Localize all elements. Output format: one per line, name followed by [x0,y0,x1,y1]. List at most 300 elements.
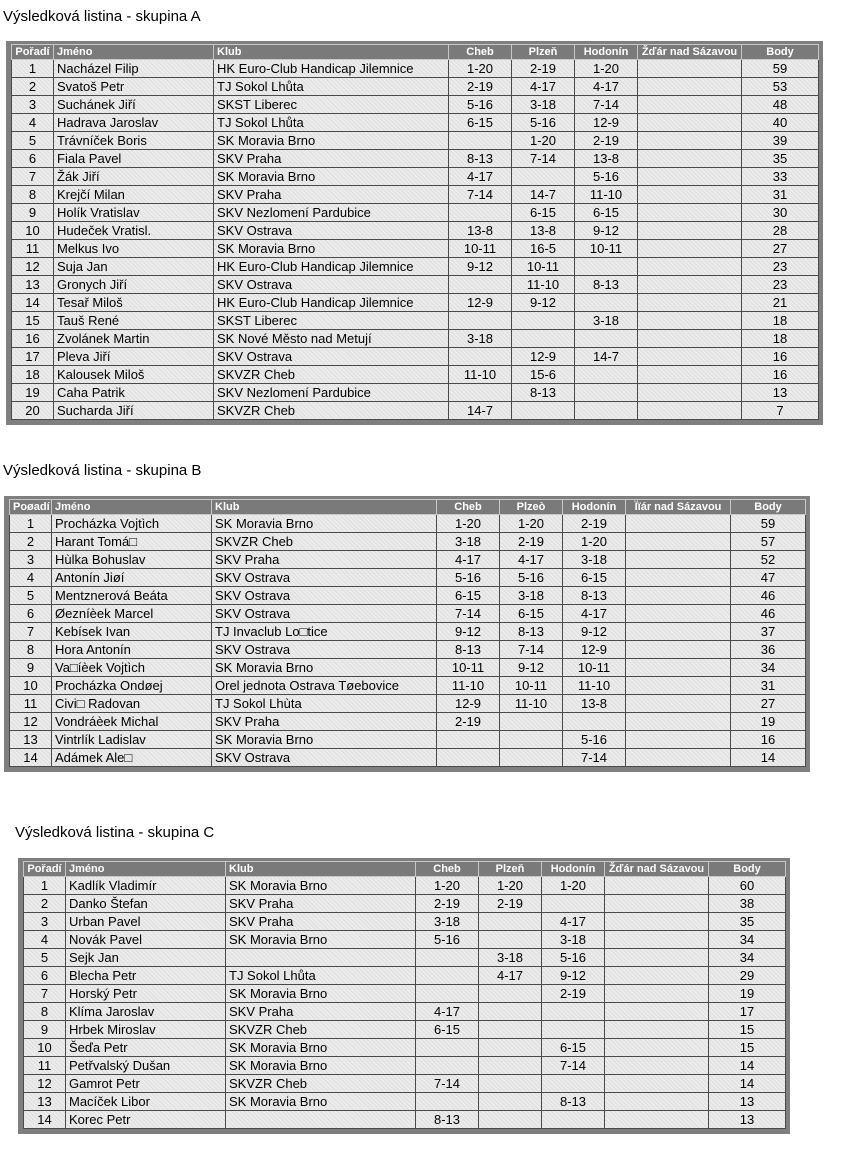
cell-plzen: 16-5 [512,240,575,258]
cell-name: Nacházel Filip [54,60,214,78]
cell-cheb: 7-14 [449,186,512,204]
cell-rank: 5 [10,587,52,605]
table-row [10,569,806,587]
cell-hodonin [575,384,638,402]
cell-rank: 4 [10,569,52,587]
cell-rank: 12 [24,1075,66,1093]
table-row [12,114,819,132]
cell-cheb [437,731,500,749]
cell-hodonin: 7-14 [575,96,638,114]
cell-points: 23 [742,276,819,294]
cell-rank: 9 [24,1021,66,1039]
cell-cheb [449,348,512,366]
cell-hodonin: 10-11 [563,659,626,677]
table-row [24,1111,786,1129]
cell-points: 34 [709,949,786,967]
cell-points: 34 [709,931,786,949]
cell-club: SK Moravia Brno [226,1093,416,1111]
cell-rank: 6 [24,967,66,985]
cell-club: SK Moravia Brno [226,1057,416,1075]
cell-cheb: 6-15 [449,114,512,132]
cell-plzen: 8-13 [500,623,563,641]
cell-zdar [626,731,731,749]
table-row [12,60,819,78]
cell-club: SKVZR Cheb [226,1075,416,1093]
cell-rank: 2 [24,895,66,913]
cell-club: SKV Praha [226,895,416,913]
cell-name: Trávníček Boris [54,132,214,150]
table-header-row [12,45,819,60]
cell-plzen [479,1021,542,1039]
cell-points: 35 [742,150,819,168]
cell-hodonin [575,294,638,312]
cell-plzen: 6-15 [512,204,575,222]
table-row [24,1021,786,1039]
cell-points: 15 [709,1039,786,1057]
cell-name: Gronych Jiří [54,276,214,294]
cell-club: SKV Ostrava [212,749,437,767]
table-row [10,623,806,641]
cell-name: Šeďa Petr [66,1039,226,1057]
cell-hodonin: 9-12 [575,222,638,240]
cell-cheb [449,312,512,330]
table-row [12,204,819,222]
cell-points: 57 [731,533,806,551]
table-row [24,985,786,1003]
cell-name: Pleva Jiří [54,348,214,366]
cell-name: Klíma Jaroslav [66,1003,226,1021]
cell-plzen: 5-16 [512,114,575,132]
cell-plzen: 12-9 [512,348,575,366]
cell-cheb: 12-9 [437,695,500,713]
cell-plzen [479,913,542,931]
cell-rank: 7 [12,168,54,186]
cell-hodonin [542,895,605,913]
cell-zdar [638,168,742,186]
cell-name: Urban Pavel [66,913,226,931]
cell-points: 38 [709,895,786,913]
cell-hodonin: 6-15 [542,1039,605,1057]
cell-name: Hrbek Miroslav [66,1021,226,1039]
column-header-cheb: Cheb [437,500,500,515]
cell-points: 13 [709,1111,786,1129]
cell-rank: 5 [24,949,66,967]
cell-club: SKVZR Cheb [226,1021,416,1039]
cell-points: 59 [731,515,806,533]
cell-rank: 5 [12,132,54,150]
table-row [10,677,806,695]
cell-plzen: 3-18 [479,949,542,967]
cell-hodonin [575,366,638,384]
group-c-title: Výsledková listina - skupina C [15,824,215,841]
table-row [12,150,819,168]
cell-rank: 18 [12,366,54,384]
cell-points: 19 [709,985,786,1003]
cell-points: 48 [742,96,819,114]
cell-club: Orel jednota Ostrava Tøebovice [212,677,437,695]
group-b-title: Výsledková listina - skupina B [3,462,202,479]
cell-name: Tesař Miloš [54,294,214,312]
cell-name: Melkus Ivo [54,240,214,258]
cell-zdar [626,695,731,713]
cell-points: 13 [742,384,819,402]
table-row [12,330,819,348]
cell-hodonin: 3-18 [563,551,626,569]
cell-cheb [416,985,479,1003]
cell-points: 36 [731,641,806,659]
group-a-title: Výsledková listina - skupina A [3,8,201,25]
cell-club: SK Moravia Brno [212,515,437,533]
cell-cheb: 8-13 [449,150,512,168]
cell-plzen: 3-18 [512,96,575,114]
cell-name: Hùlka Bohuslav [52,551,212,569]
cell-hodonin [575,330,638,348]
cell-points: 14 [709,1057,786,1075]
cell-rank: 2 [12,78,54,96]
cell-rank: 2 [10,533,52,551]
cell-name: Fiala Pavel [54,150,214,168]
cell-points: 47 [731,569,806,587]
cell-points: 34 [731,659,806,677]
cell-name: Holík Vratislav [54,204,214,222]
cell-hodonin: 1-20 [542,877,605,895]
cell-plzen [479,1057,542,1075]
table-row [24,1057,786,1075]
table-row [24,1075,786,1093]
cell-cheb: 6-15 [437,587,500,605]
table-row [12,348,819,366]
cell-points: 13 [709,1093,786,1111]
column-header-hodonin: Hodonín [542,862,605,877]
table-row [24,931,786,949]
cell-club: SKST Liberec [214,312,449,330]
cell-points: 29 [709,967,786,985]
cell-cheb [449,384,512,402]
cell-club: HK Euro-Club Handicap Jilemnice [214,60,449,78]
cell-club: SKV Praha [214,150,449,168]
table-row [12,312,819,330]
table-row [10,605,806,623]
cell-club: SKV Praha [214,186,449,204]
cell-zdar [638,402,742,420]
cell-plzen [512,402,575,420]
cell-cheb: 10-11 [437,659,500,677]
cell-zdar [638,240,742,258]
cell-zdar [638,348,742,366]
cell-cheb [437,749,500,767]
cell-points: 18 [742,312,819,330]
cell-plzen [479,1075,542,1093]
cell-plzen: 7-14 [512,150,575,168]
cell-hodonin: 9-12 [542,967,605,985]
table-row [12,402,819,420]
column-header-hodonin: Hodonín [575,45,638,60]
cell-cheb [416,1039,479,1057]
cell-zdar [605,1021,709,1039]
cell-name: Caha Patrik [54,384,214,402]
cell-cheb: 2-19 [449,78,512,96]
cell-plzen [512,312,575,330]
cell-plzen: 2-19 [500,533,563,551]
table-row [24,895,786,913]
cell-club: SKV Ostrava [212,569,437,587]
cell-name: Blecha Petr [66,967,226,985]
table-row [10,659,806,677]
cell-club: SK Moravia Brno [212,659,437,677]
column-header-rank: Pořadí [12,45,54,60]
cell-rank: 11 [10,695,52,713]
cell-cheb: 8-13 [437,641,500,659]
cell-points: 33 [742,168,819,186]
cell-points: 60 [709,877,786,895]
column-header-zdar: Žďár nad Sázavou [638,45,742,60]
cell-name: Antonín Jiøí [52,569,212,587]
cell-club: SKVZR Cheb [214,366,449,384]
cell-name: Danko Štefan [66,895,226,913]
cell-points: 16 [731,731,806,749]
cell-cheb: 2-19 [437,713,500,731]
table-row [12,366,819,384]
cell-club: TJ Sokol Lhùta [212,695,437,713]
cell-zdar [638,384,742,402]
cell-club: SKV Ostrava [212,587,437,605]
cell-plzen [479,1003,542,1021]
cell-club: TJ Sokol Lhůta [226,967,416,985]
cell-club [226,949,416,967]
cell-rank: 15 [12,312,54,330]
cell-zdar [638,186,742,204]
cell-zdar [605,895,709,913]
cell-hodonin: 7-14 [542,1057,605,1075]
cell-rank: 11 [24,1057,66,1075]
cell-hodonin: 6-15 [563,569,626,587]
results-table-group-a [11,44,819,420]
cell-rank: 1 [24,877,66,895]
cell-plzen [479,1093,542,1111]
cell-name: Hadrava Jaroslav [54,114,214,132]
cell-club: SKV Nezlomení Pardubice [214,204,449,222]
cell-cheb: 1-20 [416,877,479,895]
cell-rank: 8 [24,1003,66,1021]
cell-plzen: 1-20 [479,877,542,895]
table-header-row [24,862,786,877]
cell-rank: 7 [24,985,66,1003]
cell-name: Tauš René [54,312,214,330]
cell-hodonin: 3-18 [542,931,605,949]
cell-cheb [416,1093,479,1111]
cell-plzen: 10-11 [500,677,563,695]
cell-club: HK Euro-Club Handicap Jilemnice [214,294,449,312]
cell-club: SK Moravia Brno [226,931,416,949]
cell-plzen [512,168,575,186]
cell-rank: 13 [24,1093,66,1111]
cell-plzen [479,1039,542,1057]
cell-cheb: 1-20 [437,515,500,533]
cell-name: Adámek Ale□ [52,749,212,767]
cell-name: Macíček Libor [66,1093,226,1111]
cell-hodonin: 12-9 [563,641,626,659]
cell-hodonin: 5-16 [563,731,626,749]
cell-zdar [626,623,731,641]
cell-zdar [638,366,742,384]
cell-rank: 14 [12,294,54,312]
cell-hodonin: 1-20 [563,533,626,551]
table-row [10,713,806,731]
cell-points: 14 [709,1075,786,1093]
table-row [10,533,806,551]
column-header-plzen: Plzeò [500,500,563,515]
table-row [10,515,806,533]
cell-plzen: 1-20 [512,132,575,150]
cell-hodonin: 11-10 [575,186,638,204]
cell-hodonin: 1-20 [575,60,638,78]
cell-points: 53 [742,78,819,96]
cell-cheb [449,132,512,150]
cell-name: Vondráèek Michal [52,713,212,731]
cell-cheb: 11-10 [437,677,500,695]
cell-zdar [638,96,742,114]
cell-plzen: 6-15 [500,605,563,623]
cell-hodonin [542,1075,605,1093]
cell-name: Øezníèek Marcel [52,605,212,623]
cell-hodonin: 9-12 [563,623,626,641]
cell-points: 21 [742,294,819,312]
cell-club: TJ Invaclub Lo□tice [212,623,437,641]
cell-hodonin: 8-13 [563,587,626,605]
cell-club: SKV Praha [212,551,437,569]
cell-rank: 12 [12,258,54,276]
cell-points: 18 [742,330,819,348]
table-row [24,1003,786,1021]
cell-rank: 3 [12,96,54,114]
cell-plzen: 8-13 [512,384,575,402]
cell-name: Žák Jiří [54,168,214,186]
cell-zdar [638,312,742,330]
cell-cheb: 5-16 [449,96,512,114]
cell-zdar [626,641,731,659]
column-header-points: Body [709,862,786,877]
cell-points: 31 [742,186,819,204]
cell-points: 31 [731,677,806,695]
cell-zdar [605,1093,709,1111]
group-c-table-frame [18,858,790,1134]
cell-cheb: 10-11 [449,240,512,258]
cell-name: Kebísek Ivan [52,623,212,641]
cell-rank: 10 [10,677,52,695]
cell-club: SK Moravia Brno [226,985,416,1003]
cell-club: TJ Sokol Lhůta [214,78,449,96]
cell-zdar [638,258,742,276]
cell-zdar [605,931,709,949]
cell-plzen: 13-8 [512,222,575,240]
cell-points: 46 [731,605,806,623]
cell-hodonin: 3-18 [575,312,638,330]
column-header-club: Klub [214,45,449,60]
cell-plzen: 3-18 [500,587,563,605]
cell-cheb: 8-13 [416,1111,479,1129]
cell-cheb: 9-12 [449,258,512,276]
cell-name: Zvolánek Martin [54,330,214,348]
cell-hodonin: 14-7 [575,348,638,366]
cell-club: SKV Ostrava [212,641,437,659]
cell-name: Suchánek Jiří [54,96,214,114]
cell-name: Va□íèek Vojtìch [52,659,212,677]
cell-name: Civi□ Radovan [52,695,212,713]
cell-rank: 9 [12,204,54,222]
cell-club: SK Moravia Brno [226,1039,416,1057]
table-row [24,949,786,967]
cell-rank: 19 [12,384,54,402]
table-row [12,276,819,294]
cell-plzen [479,985,542,1003]
cell-rank: 1 [12,60,54,78]
cell-cheb: 14-7 [449,402,512,420]
cell-plzen: 9-12 [500,659,563,677]
cell-club: SKV Nezlomení Pardubice [214,384,449,402]
cell-hodonin [542,1021,605,1039]
cell-plzen [500,731,563,749]
cell-plzen: 4-17 [512,78,575,96]
cell-zdar [626,551,731,569]
cell-name: Harant Tomá□ [52,533,212,551]
cell-zdar [605,967,709,985]
cell-rank: 3 [10,551,52,569]
column-header-cheb: Cheb [416,862,479,877]
cell-plzen: 9-12 [512,294,575,312]
cell-name: Sejk Jan [66,949,226,967]
cell-cheb [449,276,512,294]
table-row [12,384,819,402]
cell-club: SKVZR Cheb [212,533,437,551]
cell-hodonin: 5-16 [542,949,605,967]
cell-name: Petřvalský Dušan [66,1057,226,1075]
table-row [24,1093,786,1111]
column-header-rank: Poøadí [10,500,52,515]
cell-zdar [626,713,731,731]
cell-plzen: 4-17 [500,551,563,569]
cell-points: 19 [731,713,806,731]
cell-rank: 9 [10,659,52,677]
cell-club: SKV Ostrava [214,348,449,366]
cell-zdar [638,78,742,96]
group-b-table-frame [4,496,810,772]
cell-name: Gamrot Petr [66,1075,226,1093]
cell-zdar [638,204,742,222]
cell-club: SKV Praha [226,1003,416,1021]
column-header-hodonin: Hodonín [563,500,626,515]
results-table-group-c [23,861,786,1129]
cell-zdar [605,1075,709,1093]
cell-plzen [500,749,563,767]
table-row [24,1039,786,1057]
column-header-points: Body [731,500,806,515]
table-row [12,78,819,96]
cell-hodonin: 4-17 [563,605,626,623]
cell-zdar [638,60,742,78]
cell-points: 40 [742,114,819,132]
cell-points: 39 [742,132,819,150]
cell-rank: 4 [24,931,66,949]
cell-cheb: 4-17 [416,1003,479,1021]
table-row [10,695,806,713]
cell-points: 15 [709,1021,786,1039]
cell-zdar [605,913,709,931]
cell-hodonin [542,1003,605,1021]
cell-plzen: 4-17 [479,967,542,985]
cell-name: Horský Petr [66,985,226,1003]
cell-name: Krejčí Milan [54,186,214,204]
cell-name: Svatoš Petr [54,78,214,96]
